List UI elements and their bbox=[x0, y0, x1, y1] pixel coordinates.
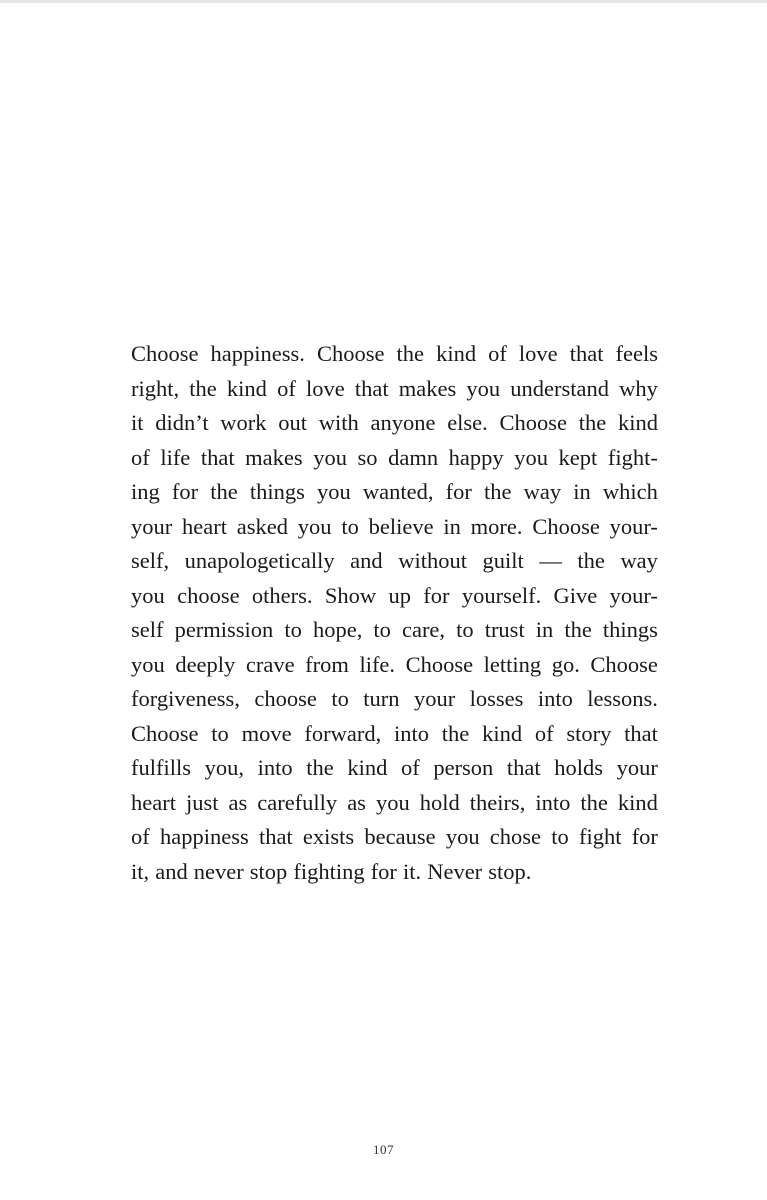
word: the bbox=[441, 720, 470, 746]
word: things bbox=[249, 479, 305, 504]
word: as bbox=[228, 789, 248, 815]
word: you bbox=[297, 513, 332, 539]
word: that bbox=[258, 824, 293, 849]
word: happiness. bbox=[210, 341, 305, 366]
word: crave bbox=[245, 651, 295, 677]
word: unapologetically bbox=[184, 548, 335, 573]
word: forward, bbox=[304, 720, 382, 746]
word: as bbox=[347, 789, 366, 815]
word: of bbox=[534, 720, 554, 746]
word: to bbox=[551, 824, 569, 849]
word: hope, bbox=[312, 617, 363, 642]
word: forgiveness, bbox=[131, 686, 240, 711]
word: you bbox=[131, 582, 165, 608]
word: theirs, bbox=[469, 789, 526, 815]
word: feels bbox=[615, 341, 658, 366]
word: chose bbox=[489, 824, 542, 849]
text-line bbox=[131, 579, 658, 614]
word: move bbox=[241, 720, 292, 746]
word: for bbox=[370, 858, 397, 884]
word: story bbox=[566, 720, 612, 746]
word: carefully bbox=[257, 789, 338, 815]
word: anyone bbox=[370, 410, 436, 435]
word: believe bbox=[368, 513, 434, 539]
text-line bbox=[131, 510, 658, 545]
word: the bbox=[577, 548, 605, 573]
word: stop bbox=[249, 858, 288, 884]
word: Choose bbox=[131, 720, 199, 746]
word: for bbox=[423, 582, 450, 608]
text-line bbox=[131, 717, 658, 752]
word: it, bbox=[131, 858, 150, 884]
word: person bbox=[433, 755, 494, 780]
word: that bbox=[200, 444, 235, 470]
word: the bbox=[306, 755, 334, 780]
word: of bbox=[277, 375, 296, 401]
text-line-last bbox=[131, 855, 658, 890]
word: the bbox=[210, 479, 238, 504]
word: holds bbox=[554, 755, 604, 780]
word: go. bbox=[551, 651, 580, 677]
word: others. bbox=[251, 582, 313, 608]
word: that bbox=[354, 375, 389, 401]
word: your bbox=[413, 686, 456, 711]
word: Choose bbox=[499, 410, 568, 435]
word: you bbox=[466, 375, 501, 401]
word: fulfills bbox=[131, 755, 191, 780]
word: for bbox=[631, 824, 658, 849]
word: — bbox=[539, 548, 562, 573]
word: in bbox=[443, 513, 461, 539]
word: right, bbox=[131, 375, 180, 401]
text-line bbox=[131, 337, 658, 372]
word: ing bbox=[131, 479, 160, 504]
word: you, bbox=[204, 755, 244, 780]
word: and bbox=[155, 858, 188, 884]
word: of bbox=[131, 444, 150, 470]
word: you bbox=[514, 444, 548, 470]
word: else. bbox=[447, 410, 488, 435]
word: deeply bbox=[175, 651, 236, 677]
word: turn bbox=[363, 686, 400, 711]
word: the bbox=[564, 617, 592, 642]
word: without bbox=[398, 548, 467, 573]
word: the bbox=[396, 341, 425, 366]
word: makes bbox=[398, 375, 457, 401]
word: Choose bbox=[405, 651, 474, 677]
word: way bbox=[620, 548, 658, 573]
word: to bbox=[341, 513, 359, 539]
word: kind bbox=[226, 375, 267, 401]
word: Choose bbox=[316, 341, 385, 366]
word: makes bbox=[245, 444, 303, 470]
word: choose bbox=[177, 582, 240, 608]
word: up bbox=[388, 582, 411, 608]
text-line bbox=[131, 682, 658, 717]
word: never bbox=[193, 858, 244, 884]
text-line bbox=[131, 751, 658, 786]
word: didn’t bbox=[155, 410, 209, 435]
word: fight- bbox=[607, 444, 658, 470]
word: from bbox=[305, 651, 349, 677]
word: the bbox=[580, 789, 608, 815]
text-line bbox=[131, 544, 658, 579]
word: Choose bbox=[532, 513, 600, 539]
text-line bbox=[131, 406, 658, 441]
word: to bbox=[331, 686, 349, 711]
text-line bbox=[131, 786, 658, 821]
word: you bbox=[313, 444, 347, 470]
text-line bbox=[131, 613, 658, 648]
word: and bbox=[350, 548, 383, 573]
word: to bbox=[211, 720, 229, 746]
word: happy bbox=[448, 444, 504, 470]
word: guilt bbox=[482, 548, 524, 573]
body-paragraph bbox=[131, 337, 658, 889]
word: kind bbox=[482, 720, 523, 746]
word: permission bbox=[174, 617, 274, 642]
word: into bbox=[537, 686, 573, 711]
word: hold bbox=[419, 789, 460, 815]
word: way bbox=[523, 479, 562, 504]
word: out bbox=[278, 410, 308, 435]
word: asked bbox=[236, 513, 289, 539]
word: the bbox=[484, 479, 512, 504]
word: self, bbox=[131, 548, 170, 573]
word: of bbox=[400, 755, 420, 780]
text-line bbox=[131, 475, 658, 510]
word: that bbox=[506, 755, 541, 780]
top-divider bbox=[0, 0, 767, 3]
word: understand bbox=[510, 375, 609, 401]
word: into bbox=[257, 755, 293, 780]
word: heart bbox=[131, 789, 176, 815]
word: trust bbox=[484, 617, 525, 642]
word: Give bbox=[553, 582, 598, 608]
word: kind bbox=[617, 789, 658, 815]
word: stop. bbox=[488, 858, 532, 884]
word: to bbox=[456, 617, 474, 642]
word: because bbox=[364, 824, 436, 849]
text-line bbox=[131, 820, 658, 855]
word: love bbox=[518, 341, 558, 366]
word: the bbox=[189, 375, 217, 401]
word: in bbox=[535, 617, 554, 642]
word: your bbox=[131, 513, 173, 539]
word: your- bbox=[609, 513, 658, 539]
word: it bbox=[131, 410, 144, 435]
word: yourself. bbox=[461, 582, 542, 608]
word: damn bbox=[388, 444, 439, 470]
text-line bbox=[131, 648, 658, 683]
page-number: 107 bbox=[373, 1142, 394, 1157]
word: losses bbox=[469, 686, 524, 711]
word: Choose bbox=[131, 341, 199, 366]
word: exists bbox=[302, 824, 355, 849]
word: your bbox=[616, 755, 658, 780]
word: Choose bbox=[590, 651, 658, 677]
word: into bbox=[535, 789, 571, 815]
word: things bbox=[602, 617, 658, 642]
word: care, bbox=[401, 617, 446, 642]
word: of bbox=[131, 824, 150, 849]
word: self bbox=[131, 617, 164, 642]
word: for bbox=[171, 479, 199, 504]
word: life bbox=[160, 444, 191, 470]
word: heart bbox=[182, 513, 227, 539]
word: choose bbox=[254, 686, 317, 711]
text-line bbox=[131, 372, 658, 407]
word: letting bbox=[483, 651, 542, 677]
word: you bbox=[317, 479, 351, 504]
word: to bbox=[373, 617, 391, 642]
word: the bbox=[578, 410, 607, 435]
word: to bbox=[284, 617, 302, 642]
word: just bbox=[185, 789, 219, 815]
word: in bbox=[573, 479, 591, 504]
text-line bbox=[131, 441, 658, 476]
word: why bbox=[619, 375, 658, 401]
word: of bbox=[488, 341, 507, 366]
word: lessons. bbox=[587, 686, 658, 711]
word: into bbox=[393, 720, 429, 746]
word: Show bbox=[324, 582, 377, 608]
word: which bbox=[602, 479, 658, 504]
word: that bbox=[569, 341, 604, 366]
word: kind bbox=[436, 341, 477, 366]
word: fighting bbox=[293, 858, 365, 884]
word: you bbox=[445, 824, 480, 849]
word: you bbox=[375, 789, 410, 815]
word: Never bbox=[427, 858, 483, 884]
word: more. bbox=[470, 513, 523, 539]
word: your- bbox=[609, 582, 658, 608]
word: it. bbox=[403, 858, 422, 884]
word: life. bbox=[359, 651, 396, 677]
word: kept bbox=[558, 444, 598, 470]
word: kind bbox=[347, 755, 388, 780]
word: you bbox=[131, 651, 165, 677]
word: for bbox=[445, 479, 472, 504]
word: happiness bbox=[159, 824, 249, 849]
word: wanted, bbox=[362, 479, 434, 504]
word: fight bbox=[578, 824, 622, 849]
word: love bbox=[305, 375, 345, 401]
word: that bbox=[624, 720, 658, 746]
word: work bbox=[220, 410, 267, 435]
word: with bbox=[318, 410, 359, 435]
word: kind bbox=[617, 410, 658, 435]
word: so bbox=[357, 444, 378, 470]
